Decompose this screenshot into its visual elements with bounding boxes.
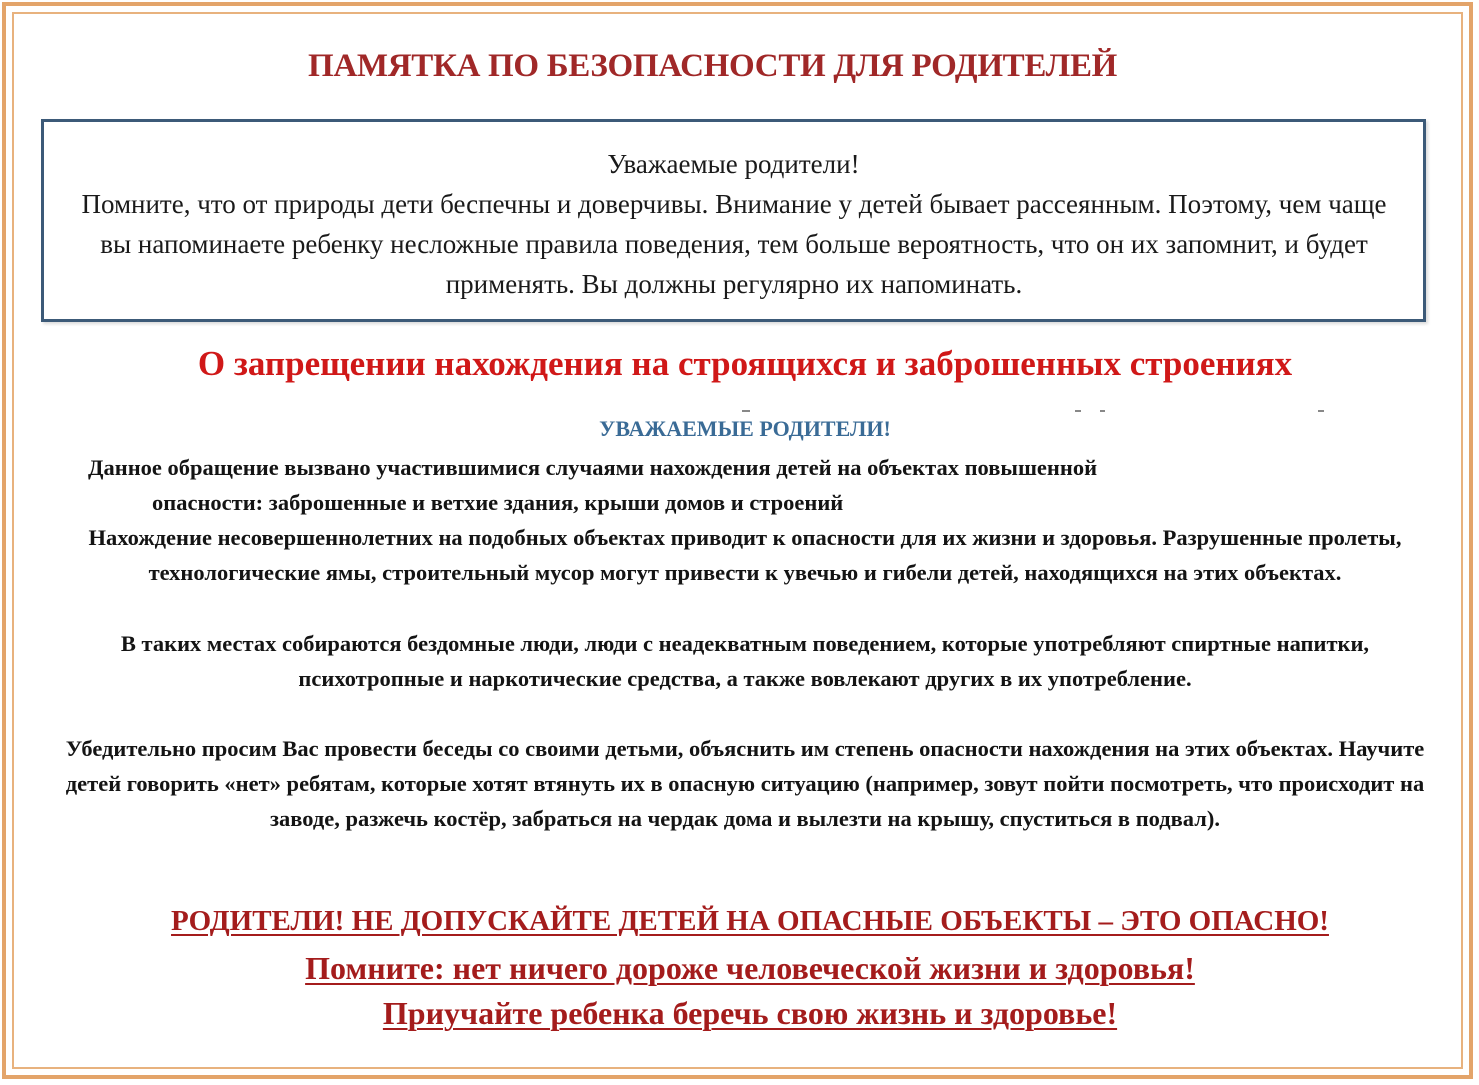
paragraph-3: В таких местах собираются бездомные люди, люди с неадекватным поведением, которые употребляют спиртные напитки, психотропные и наркотические средства, а также вовлекают других в их употребление. xyxy=(120,631,1370,691)
intro-text: Помните, что от природы дети беспечны и доверчивы. Внимание у детей бывает рассеянным. Поэтому, чем чаще вы напоминаете ребенку несложные правила поведения, тем больше вероятность, что он их запомнит, и будет применять. Вы должны регулярно их напоминать. xyxy=(81,189,1387,299)
warning-line-1: РОДИТЕЛИ! НЕ ДОПУСКАЙТЕ ДЕТЕЙ НА ОПАСНЫЕ ОБЪЕКТЫ – ЭТО ОПАСНО! xyxy=(171,905,1329,937)
section-subtitle: О запрещении нахождения на строящихся и заброшенных строениях xyxy=(197,344,1293,383)
paragraph-4: Убедительно просим Вас провести беседы со своими детьми, объяснить им степень опасности нахождения на этих объектах. Научите детей говорить «нет» ребятам, которые хотят втянуть их в опасную ситуацию (например, зовут пойти посмотреть, что происходит на заводе, разжечь костёр, забраться на чердак дома и вылезти на крышу, спуститься в подвал). xyxy=(65,736,1425,831)
intro-greeting: Уважаемые родители! xyxy=(607,149,860,179)
warning-line-2: Помните: нет ничего дороже человеческой жизни и здоровья! xyxy=(305,950,1195,986)
scan-artifact xyxy=(1075,410,1081,412)
dear-parents-heading: УВАЖАЕМЫЕ РОДИТЕЛИ! xyxy=(599,416,891,441)
paragraph-1-line-2: опасности: заброшенные и ветхие здания, крыши домов и строений xyxy=(152,490,844,515)
paragraph-1-line-1: Данное обращение вызвано участившимися случаями нахождения детей на объектах повышенной xyxy=(88,455,1098,480)
intro-box xyxy=(41,119,1426,322)
scan-artifact xyxy=(1100,410,1105,412)
warning-line-3: Приучайте ребенка беречь свою жизнь и здоровье! xyxy=(382,995,1118,1031)
page-title: ПАМЯТКА ПО БЕЗОПАСНОСТИ ДЛЯ РОДИТЕЛЕЙ xyxy=(307,48,1118,84)
scan-artifact xyxy=(1318,410,1324,412)
scan-artifact xyxy=(742,410,750,412)
paragraph-1 xyxy=(80,450,1410,520)
paragraph-2: Нахождение несовершеннолетних на подобных объектах приводит к опасности для их жизни и здоровья. Разрушенные пролеты, технологические ямы, строительный мусор могут привести к увечью и гибели детей, находящихся на этих объектах. xyxy=(88,525,1402,585)
